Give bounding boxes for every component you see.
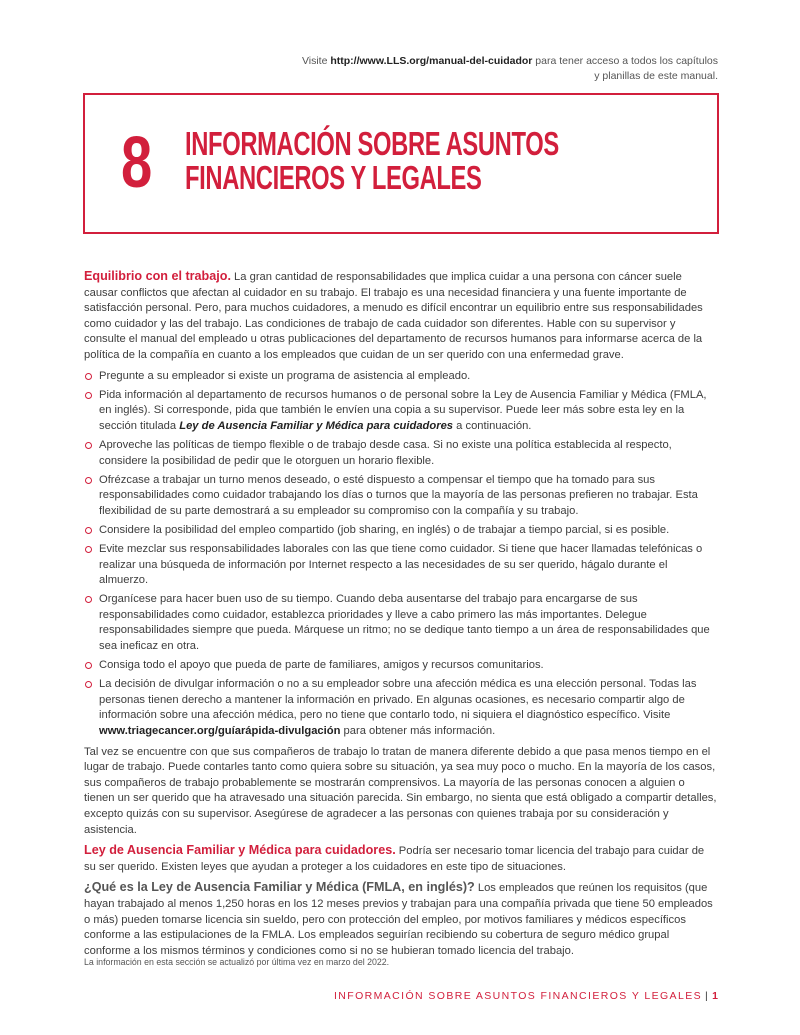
intro-text: La gran cantidad de responsabilidades que implica cuidar a una persona con cáncer suele causar conflictos que afectan al cuidador en su trabajo. El trabajo es una necesidad financiera y una fuente importante de satisfacción personal. Pero, para muchos cuidadores, a menudo es difícil encontrar un equilibrio entre sus responsabilidades como cuidador y las del trabajo. Las condiciones de trabajo de cada cuidador son diferentes. Hable con su supervisor y consulte el manual del empleado u otras publicaciones del departamento de recursos humanos para informarse acerca de la política de la compañía en cuanto a los empleados que cuidan de un ser querido con una enfermedad grave.: [84, 271, 703, 361]
list-item: [84, 677, 718, 739]
bullet-circle-icon: [85, 477, 92, 484]
fmla-paragraph: [84, 843, 718, 875]
visit-suffix: para tener acceso a todos los capítulos y planillas de este manual.: [532, 55, 718, 82]
list-item: [84, 523, 718, 539]
list-item: [84, 658, 718, 674]
list-item-text: Considere la posibilidad del empleo compartido (job sharing, en inglés) o de trabajar a tiempo parcial, si es posible.: [99, 523, 670, 536]
visit-prefix: Visite: [301, 55, 331, 67]
list-item: [84, 592, 718, 654]
fmla-section-reference: Ley de Ausencia Familiar y Médica para cuidadores: [179, 419, 454, 432]
footer-title: INFORMACIÓN SOBRE ASUNTOS FINANCIEROS Y LEGALES: [333, 990, 703, 1002]
page-footer: [334, 990, 718, 1002]
list-item-text: La decisión de divulgar información o no a su empleador sobre una afección médica es una elección personal. Todas las personas tienen derecho a mantener la información en privado. En algunas ocasiones, es necesario compartir algo de información sobre una afección médica, pero no tiene que contarlo todo, ni siquiera el diagnóstico específico. Visite: [99, 678, 697, 722]
bullet-circle-icon: [85, 392, 92, 399]
triage-cancer-link[interactable]: www.triagecancer.org/guíarápida-divulgación: [99, 725, 341, 738]
list-item: [84, 438, 718, 469]
list-item-text-end: para obtener más información.: [340, 725, 496, 738]
intro-paragraph: [84, 269, 718, 364]
fmla-question-paragraph: [84, 880, 718, 959]
update-footnote: La información en esta sección se actualizó por última vez en marzo del 2022.: [84, 957, 390, 967]
manual-link-note: [298, 54, 718, 84]
bullet-circle-icon: [85, 681, 92, 688]
main-content: [84, 269, 718, 964]
fmla-text: Podría ser necesario tomar licencia del trabajo para cuidar de su ser querido. Existen leyes que ayudan a proteger a los cuidadores en este tipo de situaciones.: [84, 845, 705, 873]
list-item-text: Aproveche las políticas de tiempo flexible o de trabajo desde casa. Si no existe una política establecida al respecto, considere la posibilidad de pedir que le otorguen un horario flexible.: [99, 438, 672, 467]
list-item-text-end: a continuación.: [453, 419, 532, 432]
tips-list: [84, 369, 718, 740]
list-item-text: Evite mezclar sus responsabilidades laborales con las que tiene como cuidador. Si tiene que hacer llamadas telefónicas o realizar una búsqueda de información por Internet respecto a las necesidades de su ser querido, hágalo durante el almuerzo.: [99, 543, 703, 587]
chapter-title-box: [83, 93, 719, 234]
list-item-text: Pregunte a su empleador si existe un programa de asistencia al empleado.: [99, 369, 471, 382]
manual-url-link[interactable]: http://www.LLS.org/manual-del-cuidador: [330, 55, 533, 67]
list-item-text: Consiga todo el apoyo que pueda de parte de familiares, amigos y recursos comunitarios.: [99, 659, 544, 672]
bullet-circle-icon: [85, 662, 92, 669]
bullet-circle-icon: [85, 596, 92, 603]
list-item-text: Organícese para hacer buen uso de su tiempo. Cuando deba ausentarse del trabajo para encargarse de sus responsabilidades como cuidador, establezca prioridades y lleve a cabo primero las más importantes. Delegue responsabilidades siempre que pueda. Márquese un ritmo; no se dedique tanto tiempo a un área de responsabilidades que sea ineficaz en otra.: [99, 593, 710, 653]
bullet-circle-icon: [85, 373, 92, 380]
footer-separator: |: [705, 990, 710, 1002]
list-item: [84, 369, 718, 385]
list-item: [84, 542, 718, 589]
list-item: [84, 473, 718, 520]
bullet-circle-icon: [85, 546, 92, 553]
coworkers-paragraph: Tal vez se encuentre con que sus compañeros de trabajo lo tratan de manera diferente debido a que pasa menos tiempo en el lugar de trabajo. Puede contarles tanto como quiera sobre su situación, ya sea muy poco o mucho. En la mayoría de los casos, sus compañeros de trabajo probablemente se mostrarán comprensivos. La mayoría de las personas conocen a alguien o tienen un ser querido que ha atravesado una situación parecida. Sin embargo, no sienta que está obligado a compartir detalles, excepto quizás con su supervisor. Asegúrese de agradecer a las personas con quienes trabaja por su consideración y asistencia.: [84, 745, 717, 836]
bullet-circle-icon: [85, 527, 92, 534]
fmla-question-heading: ¿Qué es la Ley de Ausencia Familiar y Médica (FMLA, en inglés)?: [84, 880, 475, 895]
list-item-text: Pida información al departamento de recursos humanos o de personal sobre la Ley de Ausencia Familiar y Médica (FMLA, en inglés). Si corresponde, pida que también le envíen una copia a su supervisor. Puede leer más sobre esta ley en la sección titulada: [99, 388, 707, 432]
fmla-question-text: Los empleados que reúnen los requisitos (que hayan trabajado al menos 1,250 horas en los 12 meses previos y trabajan para una compañía privada que tiene 50 empleados o más) pueden tomarse licencia sin sueldo, pero con protección del empleo, por motivos familiares y médicos específicos conforme a las estipulaciones de la FMLA. Los empleados seguirían recibiendo su cobertura de seguro médico grupal conforme a los mismos términos y condiciones como si no se hubieran tomado licencia del trabajo.: [84, 882, 713, 957]
chapter-title: [185, 127, 588, 195]
page-number: 1: [712, 990, 718, 1002]
chapter-number: 8: [121, 123, 151, 203]
intro-lead: Equilibrio con el trabajo.: [84, 269, 231, 283]
chapter-title-line-2: FINANCIEROS Y LEGALES: [185, 159, 482, 196]
fmla-heading: Ley de Ausencia Familiar y Médica para cuidadores.: [84, 843, 396, 858]
list-item: [84, 388, 718, 435]
list-item-text: Ofrézcase a trabajar un turno menos deseado, o esté dispuesto a compensar el tiempo que ha tomado para sus responsabilidades como cuidador trabajando los días o turnos que la mayoría de las personas prefieren no trabajar. Esta flexibilidad de su parte demostrará a su empleador su compromiso con la compañía y su trabajo.: [99, 473, 698, 517]
chapter-title-line-1: INFORMACIÓN SOBRE ASUNTOS: [185, 125, 559, 162]
bullet-circle-icon: [85, 442, 92, 449]
